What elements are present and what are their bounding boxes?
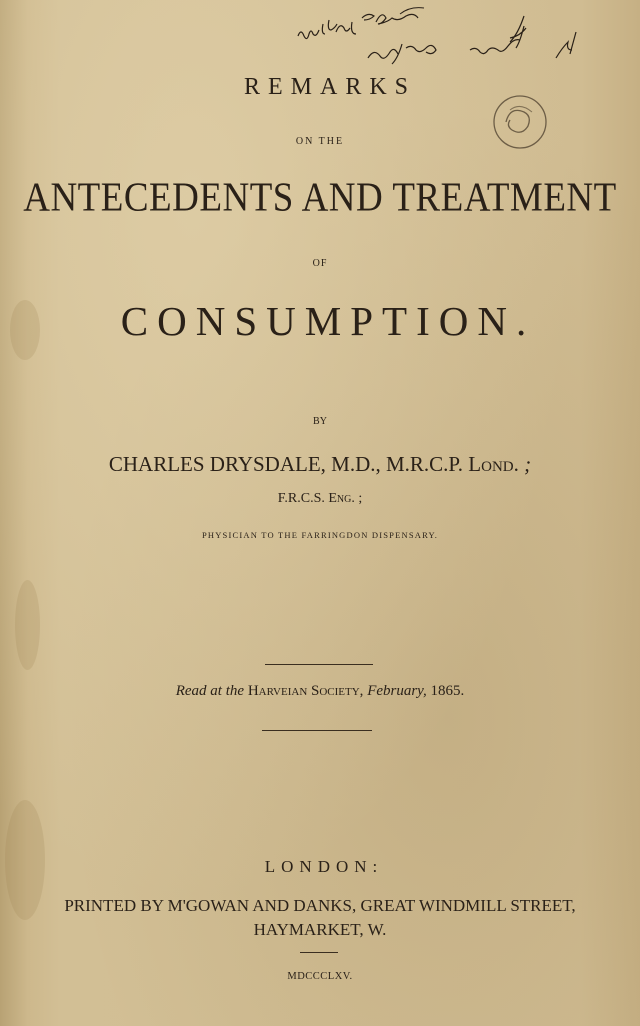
frcs-line bbox=[0, 491, 640, 507]
divider-rule bbox=[265, 664, 373, 665]
divider-rule bbox=[262, 730, 372, 731]
frcs-eng: Eng. bbox=[328, 491, 355, 506]
author-name: CHARLES DRYSDALE, M.D., M.R.C.P. bbox=[108, 452, 469, 476]
antecedents-heading: ANTECEDENTS AND TREATMENT bbox=[23, 174, 617, 221]
by-label: BY bbox=[313, 416, 327, 427]
read-at-text: Read at the bbox=[175, 683, 245, 699]
publication-date: MDCCCLXV. bbox=[287, 971, 353, 982]
printer-line: PRINTED BY M'GOWAN AND DANKS, GREAT WINDMILL STREET, bbox=[64, 896, 576, 915]
remarks-heading: REMARKS bbox=[243, 74, 417, 100]
haymarket-line: HAYMARKET, W. bbox=[253, 920, 387, 939]
read-line bbox=[0, 683, 640, 700]
paper-stain bbox=[15, 580, 40, 670]
society-name: Harveian Society, bbox=[247, 683, 364, 699]
of-label: OF bbox=[312, 258, 328, 269]
author-punct: ; bbox=[518, 452, 532, 476]
frcs-punct: ; bbox=[354, 491, 363, 506]
on-the-label: ON THE bbox=[295, 136, 345, 147]
physician-line: PHYSICIAN TO THE FARRINGDON DISPENSARY. bbox=[201, 530, 439, 540]
divider-rule bbox=[300, 952, 338, 953]
london-heading: LONDON: bbox=[264, 857, 384, 876]
frcs-degree: F.R.C.S. bbox=[277, 491, 329, 506]
read-month: February, bbox=[367, 683, 427, 699]
consumption-heading: CONSUMPTION. bbox=[120, 298, 536, 344]
author-lond: Lond. bbox=[468, 452, 519, 476]
author-line bbox=[0, 452, 640, 477]
read-year: 1865. bbox=[430, 683, 465, 699]
